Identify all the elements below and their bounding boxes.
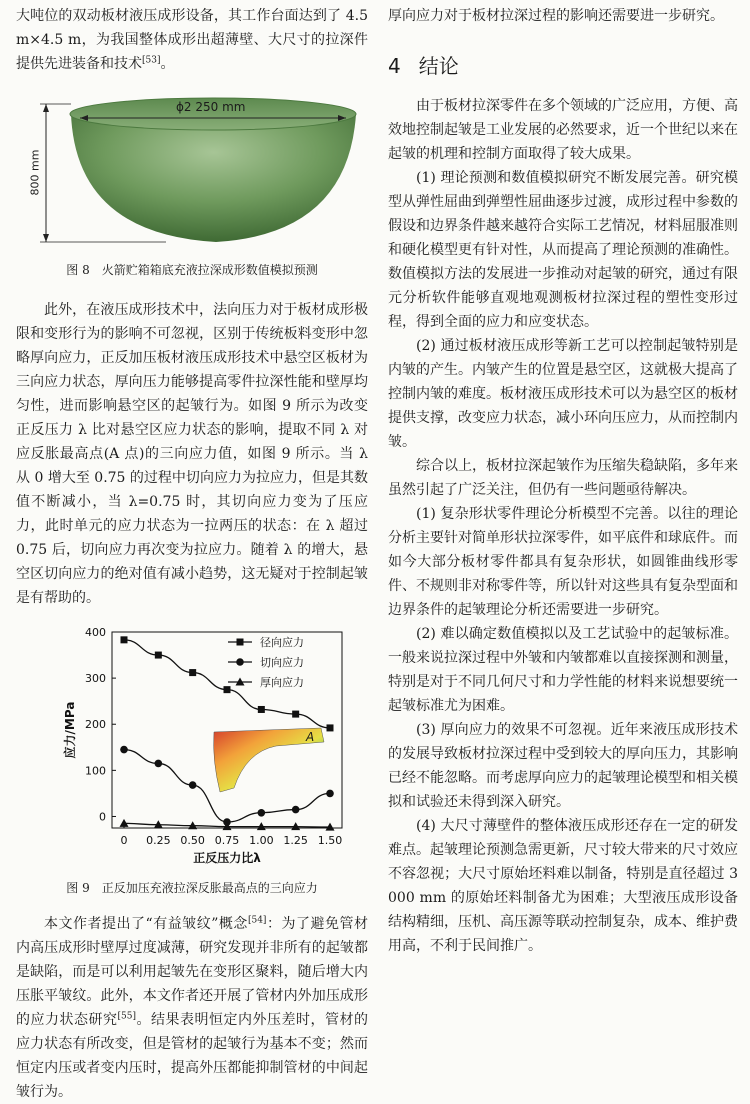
right-paragraph-7: (3) 厚向应力的效果不可忽视。近年来液压成形技术的发展导致板材拉深过程中受到较大的厚向压力，其影响已经不能忽略。而考虑厚向应力的起皱理论模型和相关模拟和试验还未得到深入研究。	[388, 722, 738, 810]
right-paragraph-3: (2) 通过板材液压成形等新工艺可以控制起皱特别是内皱的产生。内皱产生的位置是悬空区，这就极大提高了控制内皱的难度。板材液压成形技术可以为悬空区的板材提供支撑，改变应力状态，减小环向压应力，从而控制内皱。	[388, 338, 738, 450]
x-tick-label: 0	[120, 834, 128, 847]
y-tick-label: 300	[85, 672, 106, 686]
diameter-label: ϕ2 250 mm	[176, 100, 246, 114]
legend-label: 径向应力	[260, 636, 304, 649]
y-tick-label: 0	[99, 810, 106, 824]
inset-label-a: A	[306, 730, 315, 744]
data-point	[258, 809, 266, 817]
bowl-body	[71, 114, 356, 242]
data-point	[224, 686, 231, 693]
left-paragraph-top-text: 大吨位的双动板材液压成形设备，其工作台面达到了 4.5 m×4.5 m，为我国整体成形出超薄壁、大尺寸的拉深件提供先进装备和技术	[16, 8, 368, 72]
legend-label: 厚向应力	[260, 676, 304, 689]
y-tick-label: 100	[85, 764, 106, 778]
right-paragraph-8: (4) 大尺寸薄壁件的整体液压成形还存在一定的研发难点。起皱理论预测急需更新，尺寸较大带来的尺寸效应不容忽视；大尺寸原始坯料难以制备，特别是直径超过 3 000 mm 的原始坯料制备尤为困难；大型液压成形设备结构精细，压机、高压源等联动控制复杂，成本、维护费用高，不利于民间推广。	[388, 818, 738, 954]
y-tick-label: 400	[85, 626, 106, 639]
legend-label: 切向应力	[260, 656, 304, 669]
data-point	[258, 706, 265, 713]
data-point	[155, 652, 162, 659]
left-paragraph-3-part-b: ：为了避免管材内高压成形时壁厚过度减薄，研究发现并非所有的起皱都是缺陷，而是可以利用起皱先在变形区聚料，随后增大内压胀平皱纹。此外，本文作者还开展了管材内外加压成形的应力状态研究	[16, 916, 368, 1028]
data-point	[189, 669, 196, 676]
right-paragraph-4: 综合以上，板材拉深起皱作为压缩失稳缺陷，多年来虽然引起了广泛关注，但仍有一些问题亟待解决。	[388, 458, 738, 498]
data-point	[326, 790, 334, 798]
right-paragraph-5: (1) 复杂形状零件理论分析模型不完善。以往的理论分析主要针对简单形状拉深零件，如平底件和球底件。而如今大部分板材零件都具有复杂形状，如圆锥曲线形零件、不规则非对称零件等，所以针对这些具有复杂型面和边界条件的起皱理论分析还需要进一步研究。	[388, 506, 738, 618]
data-point	[120, 746, 128, 754]
left-paragraph-3-part-c: 。结果表明恒定内外压差时，管材的应力状态有所改变，但是管材的起皱行为基本不变；然而恒定内压或者变内压时，提高外压都能抑制管材的中间起皱行为。	[16, 1012, 369, 1100]
x-tick-label: 1.25	[283, 834, 308, 847]
citation-55: [55]	[117, 1011, 136, 1022]
figure-9-caption: 图 9 正反加压充液拉深反胀最高点的三向应力	[66, 881, 318, 895]
x-tick-label: 0.50	[180, 834, 205, 847]
x-tick-label: 0.75	[214, 834, 240, 847]
figure-8	[16, 84, 368, 256]
left-paragraph-top	[16, 4, 368, 76]
citation-53: [53]	[142, 55, 161, 66]
right-paragraph-2: (1) 理论预测和数值模拟研究不断发展完善。研究模型从弹性屈曲到弹塑性屈曲逐步过渡，成形过程中参数的假设和边界条件越来越符合实际工艺情况，材料屈服准则和硬化模型更有针对性，从而提高了理论预测的准确性。数值模拟方法的发展进一步推动对起皱的研究，通过有限元分析软件能够直观地观测板材拉深过程的塑性变形过程，得到全面的应力和应变状态。	[388, 170, 738, 330]
right-column	[388, 0, 738, 958]
right-paragraph-top: 厚向应力对于板材拉深过程的影响还需要进一步研究。	[388, 8, 724, 24]
legend-marker	[236, 658, 244, 666]
x-tick-label: 1.00	[249, 834, 274, 847]
data-point	[292, 711, 299, 718]
section-title: 结论	[418, 54, 459, 78]
section-heading	[388, 52, 738, 80]
data-point	[121, 636, 128, 643]
right-paragraph-6: (2) 难以确定数值模拟以及工艺试验中的起皱标准。一般来说拉深过程中外皱和内皱都难以直接探测和测量，特别是对于不同几何尺寸和力学性能的材料来说想要统一起皱标准尤为困难。	[388, 626, 738, 714]
x-tick-label: 0.25	[146, 834, 171, 847]
height-label: 800 mm	[28, 149, 42, 196]
stress-chart	[16, 620, 368, 874]
y-axis-label: 应力/MPa	[63, 701, 77, 759]
legend-marker	[237, 639, 244, 646]
data-point	[155, 760, 163, 768]
figure-8-caption: 图 8 火箭贮箱箱底充液拉深成形数值模拟预测	[66, 263, 318, 277]
left-paragraph-3	[16, 912, 368, 1104]
section-number: 4	[388, 54, 401, 78]
figure-9	[16, 620, 368, 874]
left-paragraph-2: 此外，在液压成形技术中，法向压力对于板材成形极限和变形行为的影响不可忽视，区别于传统板料变形中忽略厚向应力，正反加压板材液压成形技术中悬空区板材为三向应力状态，厚向压力能够提高零件拉深性能和壁厚均匀性，进而影响悬空区的起皱行为。如图 9 所示为改变正反压力 λ 比对悬空区应力状态的影响，提取不同 λ 对应反胀最高点(A 点)的三向应力值，如图 9 所示。当 λ 从 0 增大至 0.75 的过程中切向应力为拉应力，但是其数值不断减小，当 λ=0.75 时，其切向应力变为了压应力，此时单元的应力状态为一拉两压的状态：在 λ 超过 0.75 后，切向应力再次变为拉应力。随着 λ 的增大，悬空区切向应力的绝对值有减小趋势，这无疑对于控制起皱是有帮助的。	[16, 302, 368, 606]
x-axis-label: 正反压力比λ	[193, 851, 261, 865]
left-column	[16, 0, 368, 1104]
y-tick-label: 200	[85, 718, 106, 732]
x-tick-label: 1.50	[317, 834, 343, 847]
citation-54: [54]	[247, 915, 267, 926]
data-point	[189, 781, 197, 789]
left-paragraph-top-end: 。	[160, 56, 175, 72]
data-point	[327, 724, 334, 731]
right-paragraph-1: 由于板材拉深零件在多个领域的广泛应用，方便、高效地控制起皱是工业发展的必然要求，近一个世纪以来在起皱的机理和控制方面取得了较大成果。	[388, 98, 738, 162]
left-paragraph-3-part-a: 本文作者提出了“有益皱纹”概念	[44, 916, 248, 932]
data-point	[292, 806, 300, 814]
